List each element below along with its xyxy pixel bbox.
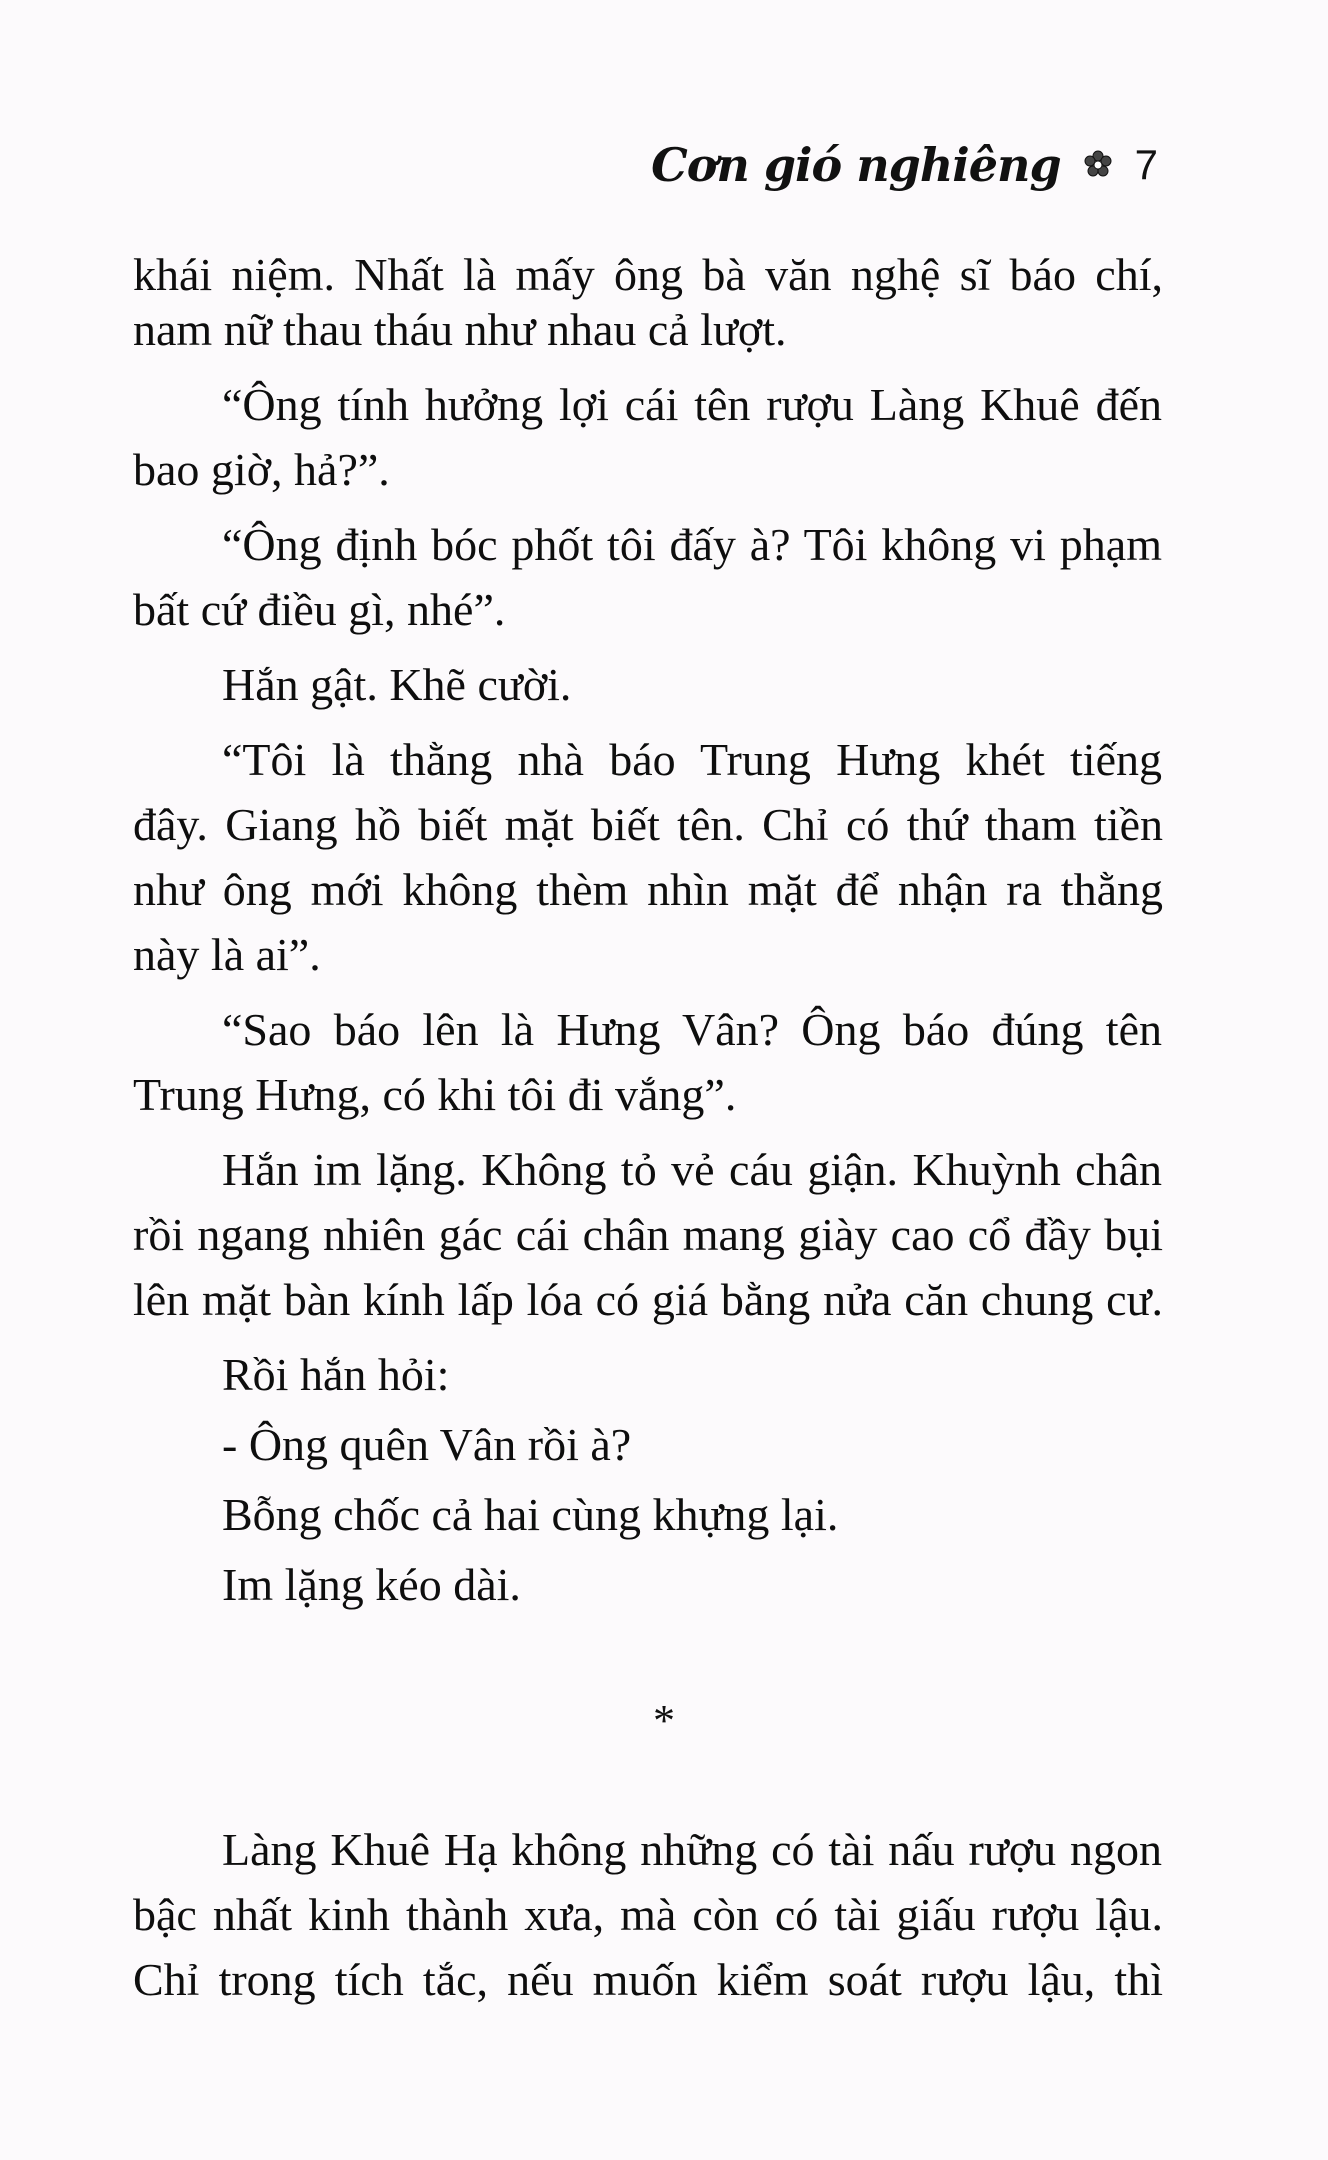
text-line: “Ông tính hưởng lợi cái tên rượu Làng Khuê đến [222,379,1162,430]
flower-icon [1083,150,1113,180]
page-header [651,125,1158,205]
text-line: Làng Khuê Hạ không những có tài nấu rượu ngon [222,1824,1162,1875]
text-line: Hắn gật. Khẽ cười. [222,659,572,710]
text-line: rồi ngang nhiên gác cái chân mang giày cao cổ đầy bụi [133,1209,1163,1260]
text-line: Rồi hắn hỏi: [222,1349,450,1400]
text-line: “Tôi là thằng nhà báo Trung Hưng khét tiếng [222,734,1162,785]
text-line: này là ai”. [133,929,321,980]
text-line: Bỗng chốc cả hai cùng khựng lại. [222,1489,839,1540]
text-line: Trung Hưng, có khi tôi đi vắng”. [133,1069,737,1120]
text-line: Im lặng kéo dài. [222,1559,521,1610]
text-line: nam nữ thau tháu như nhau cả lượt. [133,304,787,355]
text-line: khái niệm. Nhất là mấy ông bà văn nghệ sĩ báo chí, [133,249,1163,300]
text-line: “Sao báo lên là Hưng Vân? Ông báo đúng tên [222,1004,1162,1055]
text-line: Hắn im lặng. Không tỏ vẻ cáu giận. Khuỳnh chân [222,1144,1162,1195]
text-line: lên mặt bàn kính lấp lóa có giá bằng nửa căn chung cư. [133,1274,1163,1325]
running-title: Cơn gió nghiêng [651,138,1061,192]
text-line: Chỉ trong tích tắc, nếu muốn kiểm soát rượu lậu, thì [133,1954,1163,2005]
page-number: 7 [1134,141,1158,188]
text-line: đây. Giang hồ biết mặt biết tên. Chỉ có thứ tham tiền [133,799,1163,850]
text-line: bất cứ điều gì, nhé”. [133,584,506,635]
section-break: * [653,1696,675,1745]
text-line: bậc nhất kinh thành xưa, mà còn có tài giấu rượu lậu. [133,1889,1163,1940]
text-line: như ông mới không thèm nhìn mặt để nhận ra thằng [133,864,1163,915]
text-line: - Ông quên Vân rồi à? [222,1419,632,1470]
text-line: “Ông định bóc phốt tôi đấy à? Tôi không vi phạm [222,519,1162,570]
text-line: bao giờ, hả?”. [133,444,390,495]
